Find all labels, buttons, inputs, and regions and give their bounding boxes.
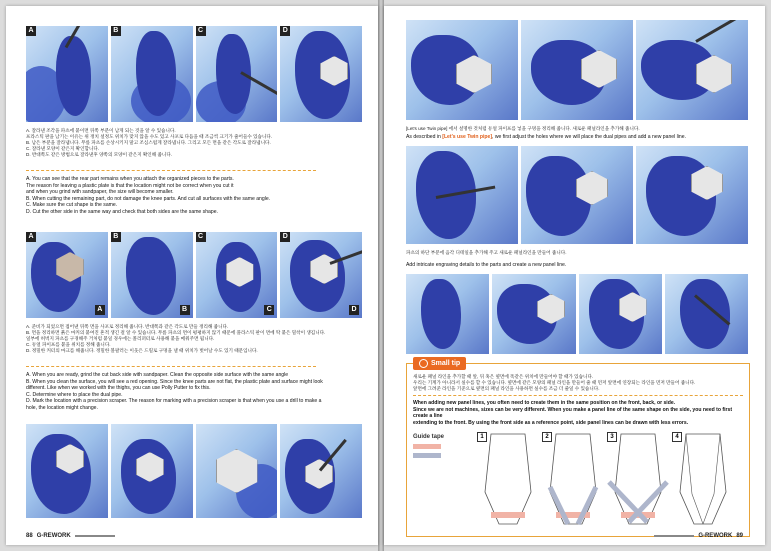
photo-r2a — [406, 146, 518, 244]
photo-2b — [111, 232, 193, 318]
knee-outline-4 — [672, 432, 734, 532]
photo-row-3 — [26, 424, 362, 518]
english-text-2: A. When you are ready, grind the cut back side with sandpaper. Clean the opposite side surface with the same angle B. When you clean the surface, you will see a red opening. Since the knee parts are not flat, the plastic plate and surface might look different. Like when we worked with the thighs, you can use Polly Putter to fix this. C. Determine where to place the dual pipe. D. Mark the location with a precision scraper. The reason for marking with a precision scraper is that when you use a drill to make a hole, the location might change. — [26, 372, 323, 411]
footer-rule — [75, 535, 115, 537]
photo-inner-label: A — [95, 305, 105, 315]
photo-label: B — [111, 232, 121, 242]
guide-tape-legend — [413, 434, 473, 494]
photo-label: C — [196, 232, 206, 242]
photo-3c — [196, 424, 278, 518]
right-footer — [654, 533, 743, 539]
divider — [26, 366, 316, 367]
guide-tape-label: Guide tape — [413, 434, 445, 440]
photo-1a — [26, 26, 108, 122]
divider — [413, 395, 743, 396]
photo-2c — [196, 232, 278, 318]
right-page — [384, 6, 765, 545]
english-text-1: A. You can see that the rear part remains when you attach the organized pieces to the parts. The reason for leaving a plastic plate is that the location might not be correct when you cut it and when you grind with sandpaper, the size will become smaller. B. When cutting the remaining part, do not damage the knee parts. And cut all surfaces with the same angle. C. Make sure the cut shape is the same. D. Cut the other side in the same way and check that both sides are the same shape. — [26, 176, 271, 215]
diagram-step-3: 3 — [607, 432, 669, 504]
tip-header: Small tip — [413, 357, 466, 370]
korean-intro: [Let's use Twin pipe] 에서 설명한 것처럼 듀얼 파이프를 넣을 구멍을 정리해 줍니다. 새로운 패널라인을 추가해 줍니다. — [406, 126, 640, 131]
photo-inner-label: C — [264, 305, 274, 315]
english-mid: Add intricate engraving details to the parts and create a new panel line. — [406, 262, 567, 268]
photo-r3c — [579, 274, 662, 354]
photo-label: A — [26, 232, 36, 242]
divider — [26, 170, 316, 171]
guide-swatch-blue — [413, 453, 441, 458]
page-number: 89 — [736, 533, 743, 539]
english-intro: As described in [Let's use Twin pipe], we first adjust the holes where we will place the dual pipes and add a new panel line. — [406, 134, 687, 140]
photo-2a — [26, 232, 108, 318]
photo-2d — [280, 232, 362, 318]
knee-outline-1 — [477, 432, 539, 532]
tip-korean: 새로운 패널 라인을 추가할 때 앞, 뒤 혹은 옆면에 똑같은 위치에 만들어야 할 때가 있습니다. 우리는 기계가 아니라서 실수를 할 수 있습니다. 옆면에 같은 모양의 패널 라인을 만들어 줄 때 먼저 앞면에 연장되는 라인을 먼저 만들어 줍니다. 앞면에 그려준 라인을 기준으로 옆면의 패널 라인을 사용하면 실수를 조금 더 줄일 수 있습니다. — [413, 374, 696, 392]
knee-outline-3 — [607, 432, 669, 532]
left-footer — [26, 533, 115, 539]
korean-mid: 파츠의 하단 부분에 음각 디테일을 추가해 주고 새로운 패널라인을 만들어 줍니다. — [406, 250, 567, 255]
photo-r3d — [665, 274, 748, 354]
photo-1b — [111, 26, 193, 122]
page-number: 88 — [26, 533, 33, 539]
photo-r1c — [636, 20, 748, 120]
photo-row-1 — [26, 26, 362, 122]
photo-1c — [196, 26, 278, 122]
photo-row-r1 — [406, 20, 748, 120]
photo-inner-label: B — [180, 305, 190, 315]
photo-label: A — [26, 26, 36, 36]
photo-label: B — [111, 26, 121, 36]
lightbulb-icon — [419, 359, 428, 368]
photo-3b — [111, 424, 193, 518]
korean-text-1: A. 잘라낸 조각을 파츠에 붙이면 뒤쪽 부분이 남게 되는 것을 알 수 있습니다. 프라스틱 판을 남기는 이유는 위 정치 설정도 위치가 맞지 않을 수도 있고 사포로 다듬을 때 조금씩 크기가 줄어들수 있습니다. B. 남은 부분을 잘라냅니다. 무릎 파츠를 손상시키지 말고 조심스럽게 잘라냅니다. 그리고 모든 면을 같은 각도로 잘라냅니다. C. 잘라낸 모양이 같은지 확인합니다. D. 반대쪽도 같은 방법으로 잘라낸후 양쪽의 모양이 같은지 확인해 줍니다. — [26, 128, 273, 158]
tip-english: When adding new panel lines, you often need to create them in the same position on the front, back, or side. Since we are not machines, sizes can be very different. When you make a panel line of the same shape on the side, you need to first create a line extending to the front. By using the front side as a reference point, side panel lines can be drawn with less errors. — [413, 400, 733, 426]
photo-row-2 — [26, 232, 362, 318]
photo-3a — [26, 424, 108, 518]
korean-text-2: A. 준비가 되었으면 접어낸 뒤쪽 면을 사포로 정리해 줍니다. 반대쪽과 같은 각도로 만들 정리해 줍니다. B. 면을 정리하면 붉은 마커의 붙여진 흔적 생긴 걸 알 수 있습니다. 무릎 파츠의 면이 평평하지 않기 때문에 플라스틱 판이 면에 딱 붙은 밀착이 생깁니다. 일부에 허벅지 파츠를 구경해주 거처럼 붙일 경우에는 폴리퍼터로 사용해 붙을 메워주면 됩니다. C. 듀얼 파이프를 붙을 위치를 정해 줍니다. D. 정밀한 커터의 마크를 해줍니다. 정밀한 볼팔러는 이웃은 드릴로 구멍을 낼 때 위치가 벗어날 수도 있기 때문입니다. — [26, 324, 326, 354]
left-page — [6, 6, 378, 545]
photo-label: D — [280, 26, 290, 36]
diagram-step-4: 4 — [672, 432, 734, 504]
photo-r1b — [521, 20, 633, 120]
photo-1d — [280, 26, 362, 122]
photo-r3a — [406, 274, 489, 354]
photo-r2c — [636, 146, 748, 244]
guide-swatch-pink — [413, 444, 441, 449]
knee-outline-2 — [542, 432, 604, 532]
section-link: [Let's use Twin pipe] — [442, 134, 493, 140]
footer-rule — [654, 535, 694, 537]
diagram-step-1: 1 — [477, 432, 539, 504]
photo-r3b — [492, 274, 575, 354]
photo-label: C — [196, 26, 206, 36]
small-tip-box — [406, 360, 750, 537]
diagram-step-2: 2 — [542, 432, 604, 504]
photo-r2b — [521, 146, 633, 244]
photo-inner-label: D — [349, 305, 359, 315]
brand-name: G-REWORK — [698, 533, 733, 539]
brand-name: G-REWORK — [36, 533, 71, 539]
photo-row-r2 — [406, 146, 748, 244]
photo-row-r3 — [406, 274, 748, 354]
photo-3d — [280, 424, 362, 518]
photo-r1a — [406, 20, 518, 120]
photo-label: D — [280, 232, 290, 242]
